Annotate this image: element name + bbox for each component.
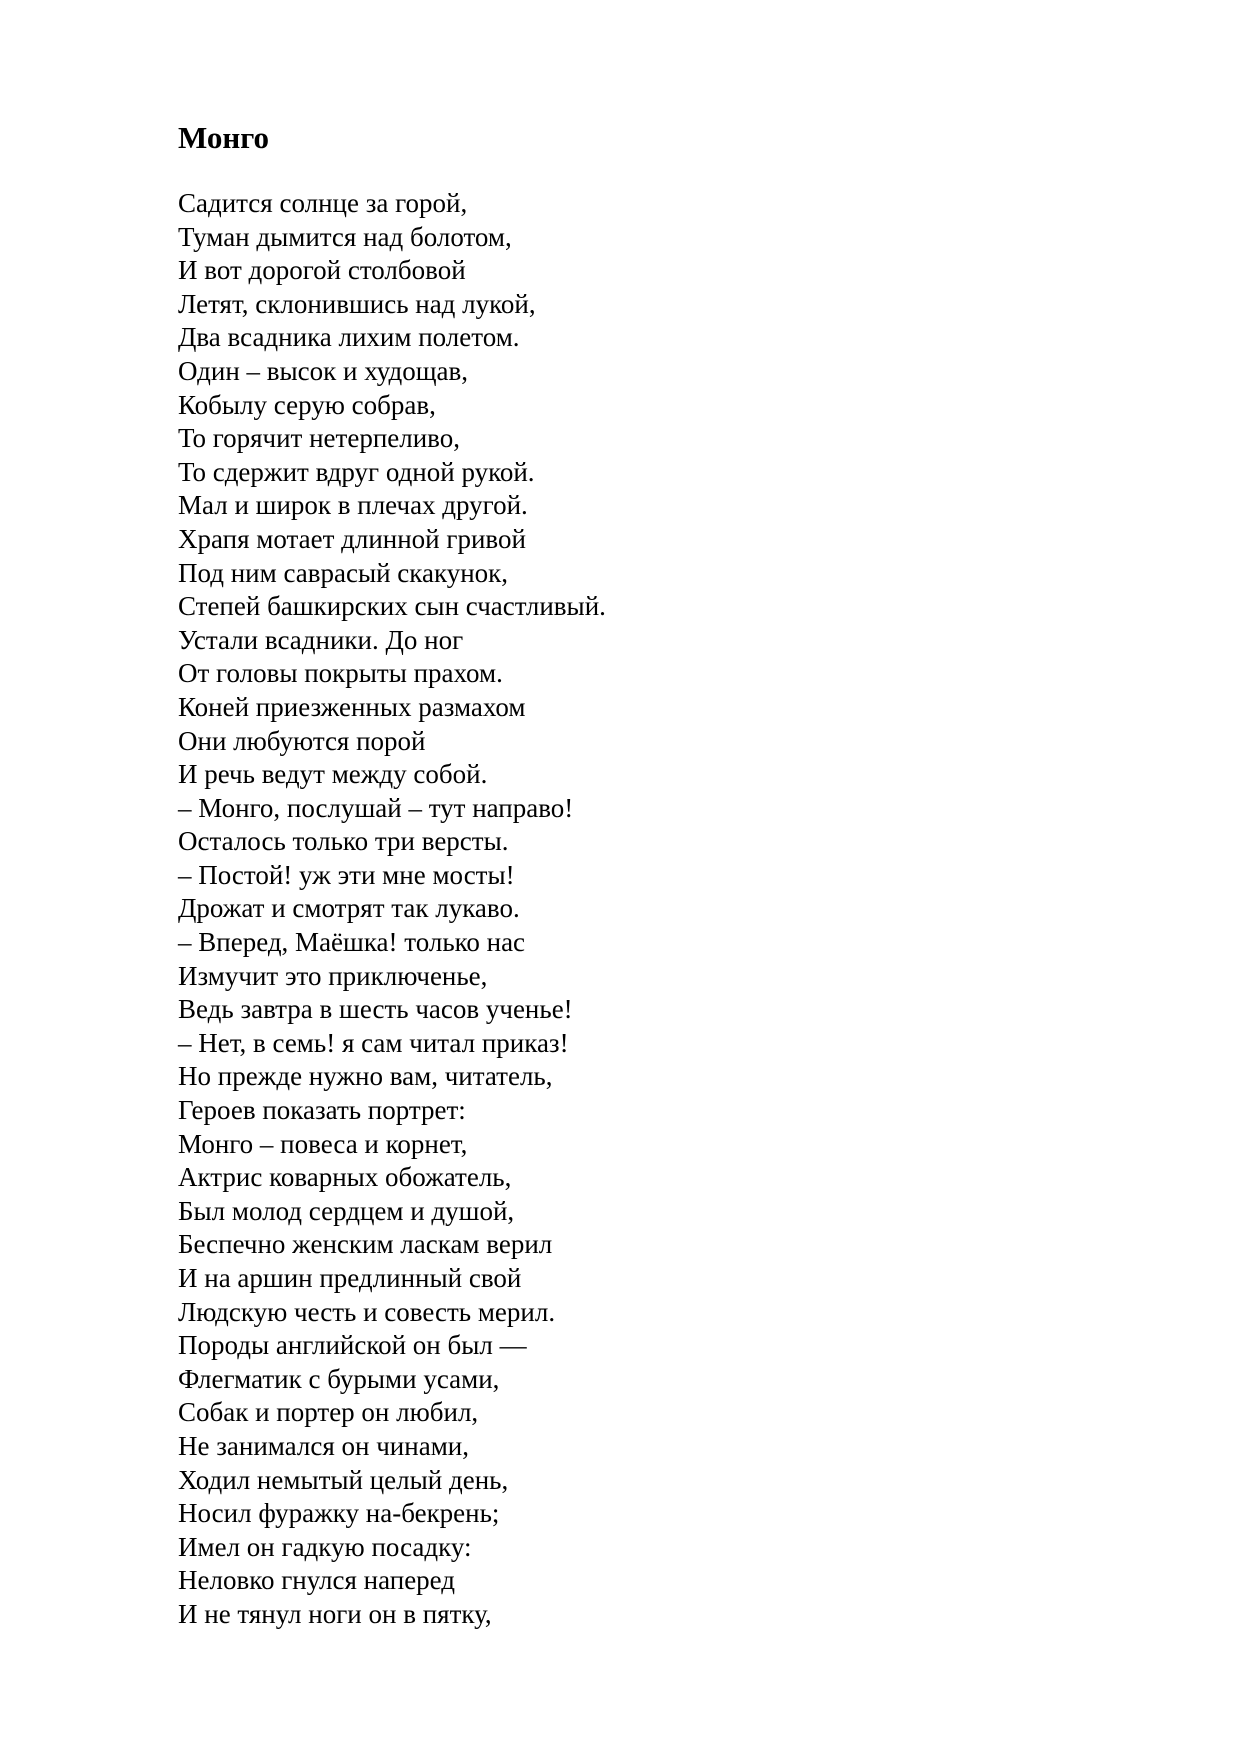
poem-line: – Нет, в семь! я сам читал приказ! bbox=[178, 1027, 569, 1058]
poem-line: Осталось только три версты. bbox=[178, 826, 509, 857]
poem-line: Был молод сердцем и душой, bbox=[178, 1195, 515, 1226]
poem-line: И на аршин предлинный свой bbox=[178, 1263, 522, 1293]
poem-line: Актрис коварных обожатель, bbox=[178, 1162, 512, 1193]
poem-line: Беспечно женским ласкам верил bbox=[178, 1229, 553, 1260]
poem-line: Неловко гнулся наперед bbox=[178, 1565, 456, 1596]
poem-body bbox=[178, 187, 606, 1632]
poem-line: Не занимался он чинами, bbox=[178, 1430, 469, 1461]
poem-line: Садится солнце за горой, bbox=[178, 188, 468, 218]
poem-line: Устали всадники. До ног bbox=[178, 624, 464, 655]
poem-line: – Постой! уж эти мне мосты! bbox=[178, 859, 515, 890]
poem-line: Измучит это приключенье, bbox=[178, 960, 488, 991]
poem-line: Флегматик с бурыми усами, bbox=[178, 1363, 500, 1394]
poem-line: Собак и портер он любил, bbox=[178, 1397, 479, 1428]
poem-line: Имел он гадкую посадку: bbox=[178, 1531, 472, 1562]
poem-line: Два всадника лихим полетом. bbox=[178, 322, 520, 353]
poem-line: Они любуются порой bbox=[178, 725, 426, 756]
poem-line: Туман дымится над болотом, bbox=[178, 221, 512, 252]
poem-line: Монго – повеса и корнет, bbox=[178, 1128, 468, 1159]
poem-line: То сдержит вдруг одной рукой. bbox=[178, 456, 535, 487]
poem-line: Под ним саврасый скакунок, bbox=[178, 557, 509, 588]
poem-line: Людскую честь и совесть мерил. bbox=[178, 1296, 556, 1327]
poem-line: То горячит нетерпеливо, bbox=[178, 423, 460, 454]
poem-line: От головы покрыты прахом. bbox=[178, 658, 503, 689]
poem-line: Но прежде нужно вам, читатель, bbox=[178, 1061, 553, 1092]
poem-line: Героев показать портрет: bbox=[178, 1095, 466, 1126]
poem-line: Ходил немытый целый день, bbox=[178, 1464, 509, 1495]
poem-line: – Монго, послушай – тут направо! bbox=[178, 792, 574, 823]
poem-line: – Вперед, Маёшка! только нас bbox=[178, 927, 526, 958]
poem-line: Храпя мотает длинной гривой bbox=[178, 523, 526, 554]
poem-line: Летят, склонившись над лукой, bbox=[178, 288, 536, 319]
poem-line: И речь ведут между собой. bbox=[178, 759, 488, 790]
poem-line: Дрожат и смотрят так лукаво. bbox=[178, 893, 520, 924]
poem-line: Ведь завтра в шесть часов ученье! bbox=[178, 994, 573, 1025]
poem-line: Степей башкирских сын счастливый. bbox=[178, 591, 606, 622]
poem-line: Один – высок и худощав, bbox=[178, 355, 468, 386]
poem-line: Мал и широк в плечах другой. bbox=[178, 490, 528, 521]
poem-line: Носил фуражку на-бекрень; bbox=[178, 1498, 500, 1529]
poem-line: Кобылу серую собрав, bbox=[178, 389, 436, 420]
poem-line: И не тянул ноги он в пятку, bbox=[178, 1598, 492, 1629]
poem-line: Породы английской он был — bbox=[178, 1330, 527, 1361]
poem-line: И вот дорогой столбовой bbox=[178, 255, 466, 286]
poem-title: Монго bbox=[178, 120, 270, 155]
poem-line: Коней приезженных размахом bbox=[178, 691, 526, 722]
